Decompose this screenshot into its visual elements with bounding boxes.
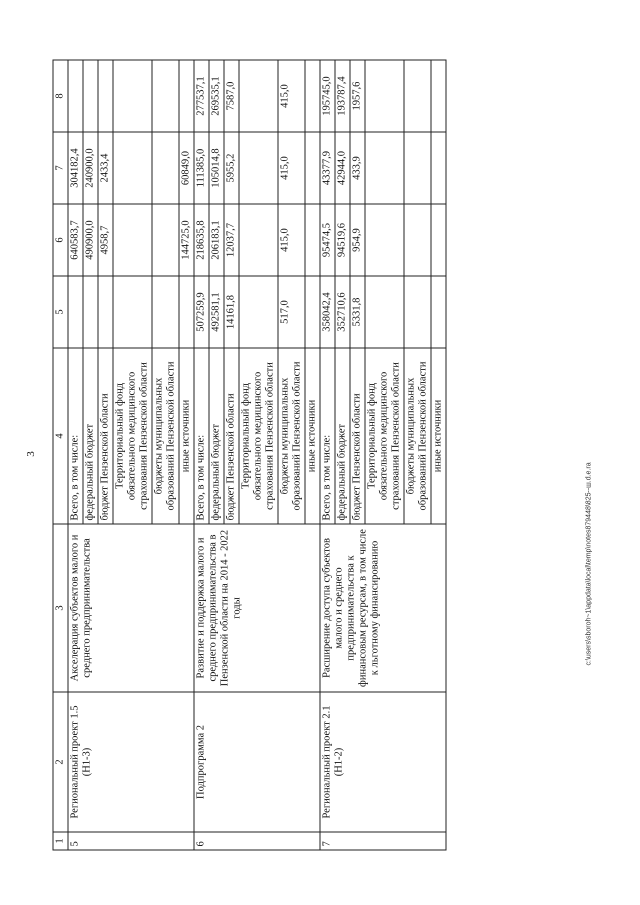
block-title: Расширение доступа субъектов малого и среднего предпринимательства к финансовым ресурсам, в том числе к льготному финансированию (320, 524, 446, 692)
amount-c8 (431, 60, 446, 132)
funding-source: Всего, в том числе: (194, 348, 209, 524)
funding-source: иные источники (431, 348, 446, 524)
funding-source: федеральный бюджет (83, 348, 98, 524)
amount-c7 (239, 132, 278, 204)
amount-c7: 111385,0 (194, 132, 209, 204)
amount-c8 (404, 60, 431, 132)
finance-table (53, 59, 447, 850)
amount-c8 (98, 60, 113, 132)
block-title: Акселерация субъектов малого и среднего предпринимательства (68, 524, 194, 692)
block-number: 7 (320, 832, 446, 850)
amount-c7 (305, 132, 320, 204)
amount-c6 (431, 204, 446, 276)
header-row (53, 60, 68, 850)
amount-c5: 507259,9 (194, 276, 209, 348)
funding-source: Всего, в том числе: (320, 348, 335, 524)
amount-c8: 269535,1 (209, 60, 224, 132)
amount-c7: 60849,0 (179, 132, 194, 204)
amount-c8 (83, 60, 98, 132)
amount-c5: 358042,4 (320, 276, 335, 348)
table-row (320, 60, 335, 850)
amount-c6: 94519,6 (335, 204, 350, 276)
block-number: 5 (68, 832, 194, 850)
funding-source: бюджеты муниципальных образований Пензенской области (404, 348, 431, 524)
amount-c7: 240900,0 (83, 132, 98, 204)
amount-c7: 5955,2 (224, 132, 239, 204)
amount-c6 (239, 204, 278, 276)
amount-c5: 352710,6 (335, 276, 350, 348)
funding-source: Территориальный фонд обязательного медицинского страхования Пензенской области (113, 348, 152, 524)
amount-c7: 304182,4 (68, 132, 83, 204)
amount-c6: 640583,7 (68, 204, 83, 276)
amount-c8 (113, 60, 152, 132)
amount-c7 (365, 132, 404, 204)
amount-c5 (68, 276, 83, 348)
amount-c5 (179, 276, 194, 348)
amount-c8 (305, 60, 320, 132)
amount-c7: 43377,9 (320, 132, 335, 204)
funding-source: бюджет Пензенской области (350, 348, 365, 524)
file-path-footer: c:\users\sboroh~1\appdata\local\temp\notes879448\825--ш.d.e.ra (585, 462, 593, 666)
funding-source: бюджет Пензенской области (98, 348, 113, 524)
table-body (68, 60, 446, 850)
amount-c6: 12037,7 (224, 204, 239, 276)
header-cell: 6 (53, 204, 68, 276)
amount-c6 (404, 204, 431, 276)
funding-source: бюджеты муниципальных образований Пензенской области (152, 348, 179, 524)
header-cell: 5 (53, 276, 68, 348)
amount-c6: 95474,5 (320, 204, 335, 276)
funding-source: федеральный бюджет (209, 348, 224, 524)
amount-c8: 277537,1 (194, 60, 209, 132)
header-cell: 3 (53, 524, 68, 692)
header-cell: 7 (53, 132, 68, 204)
funding-source: иные источники (305, 348, 320, 524)
block-name: Подпрограмма 2 (194, 692, 320, 832)
block-name: Региональный проект 2.1 (Н1-2) (320, 692, 446, 832)
amount-c5: 14161,8 (224, 276, 239, 348)
amount-c5: 517,0 (278, 276, 305, 348)
block-title: Развитие и поддержка малого и среднего предпринимательства в Пензенской области на 2014 - 2022 годы (194, 524, 320, 692)
table-row (68, 60, 83, 850)
amount-c7 (113, 132, 152, 204)
amount-c6 (113, 204, 152, 276)
header-cell: 8 (53, 60, 68, 132)
amount-c7 (431, 132, 446, 204)
amount-c7: 2433,4 (98, 132, 113, 204)
amount-c7 (152, 132, 179, 204)
amount-c7 (404, 132, 431, 204)
amount-c7: 415,0 (278, 132, 305, 204)
funding-source: бюджет Пензенской области (224, 348, 239, 524)
amount-c7: 42944,0 (335, 132, 350, 204)
amount-c5 (98, 276, 113, 348)
amount-c8: 415,0 (278, 60, 305, 132)
amount-c5: 5331,8 (350, 276, 365, 348)
amount-c8 (179, 60, 194, 132)
amount-c7: 433,9 (350, 132, 365, 204)
amount-c6: 144725,0 (179, 204, 194, 276)
amount-c5 (305, 276, 320, 348)
amount-c5 (365, 276, 404, 348)
funding-source: бюджеты муниципальных образований Пензенской области (278, 348, 305, 524)
block-number: 6 (194, 832, 320, 850)
funding-source: Территориальный фонд обязательного медицинского страхования Пензенской области (239, 348, 278, 524)
amount-c6: 218635,8 (194, 204, 209, 276)
funding-source: федеральный бюджет (335, 348, 350, 524)
amount-c8: 193787,4 (335, 60, 350, 132)
amount-c6 (365, 204, 404, 276)
amount-c6: 415,0 (278, 204, 305, 276)
amount-c8 (152, 60, 179, 132)
amount-c8 (68, 60, 83, 132)
rotated-table-wrapper (53, 60, 588, 850)
amount-c8: 195745,0 (320, 60, 335, 132)
funding-source: Территориальный фонд обязательного медицинского страхования Пензенской области (365, 348, 404, 524)
amount-c7: 105014,8 (209, 132, 224, 204)
block-name: Региональный проект 1.5 (Н1-3) (68, 692, 194, 832)
amount-c6: 490900,0 (83, 204, 98, 276)
amount-c5 (83, 276, 98, 348)
header-cell: 4 (53, 348, 68, 524)
amount-c6: 954,9 (350, 204, 365, 276)
header-cell: 2 (53, 692, 68, 832)
page-number: 3 (24, 451, 37, 457)
funding-source: Всего, в том числе: (68, 348, 83, 524)
header-cell: 1 (53, 832, 68, 850)
amount-c8: 7587,0 (224, 60, 239, 132)
table-row (194, 60, 209, 850)
amount-c5 (239, 276, 278, 348)
amount-c8 (365, 60, 404, 132)
amount-c5 (431, 276, 446, 348)
amount-c6 (305, 204, 320, 276)
amount-c6 (152, 204, 179, 276)
amount-c6: 206183,1 (209, 204, 224, 276)
amount-c8: 1957,6 (350, 60, 365, 132)
amount-c5 (152, 276, 179, 348)
amount-c5 (113, 276, 152, 348)
amount-c6: 4958,7 (98, 204, 113, 276)
amount-c8 (239, 60, 278, 132)
funding-source: иные источники (179, 348, 194, 524)
amount-c5: 492581,1 (209, 276, 224, 348)
amount-c5 (404, 276, 431, 348)
